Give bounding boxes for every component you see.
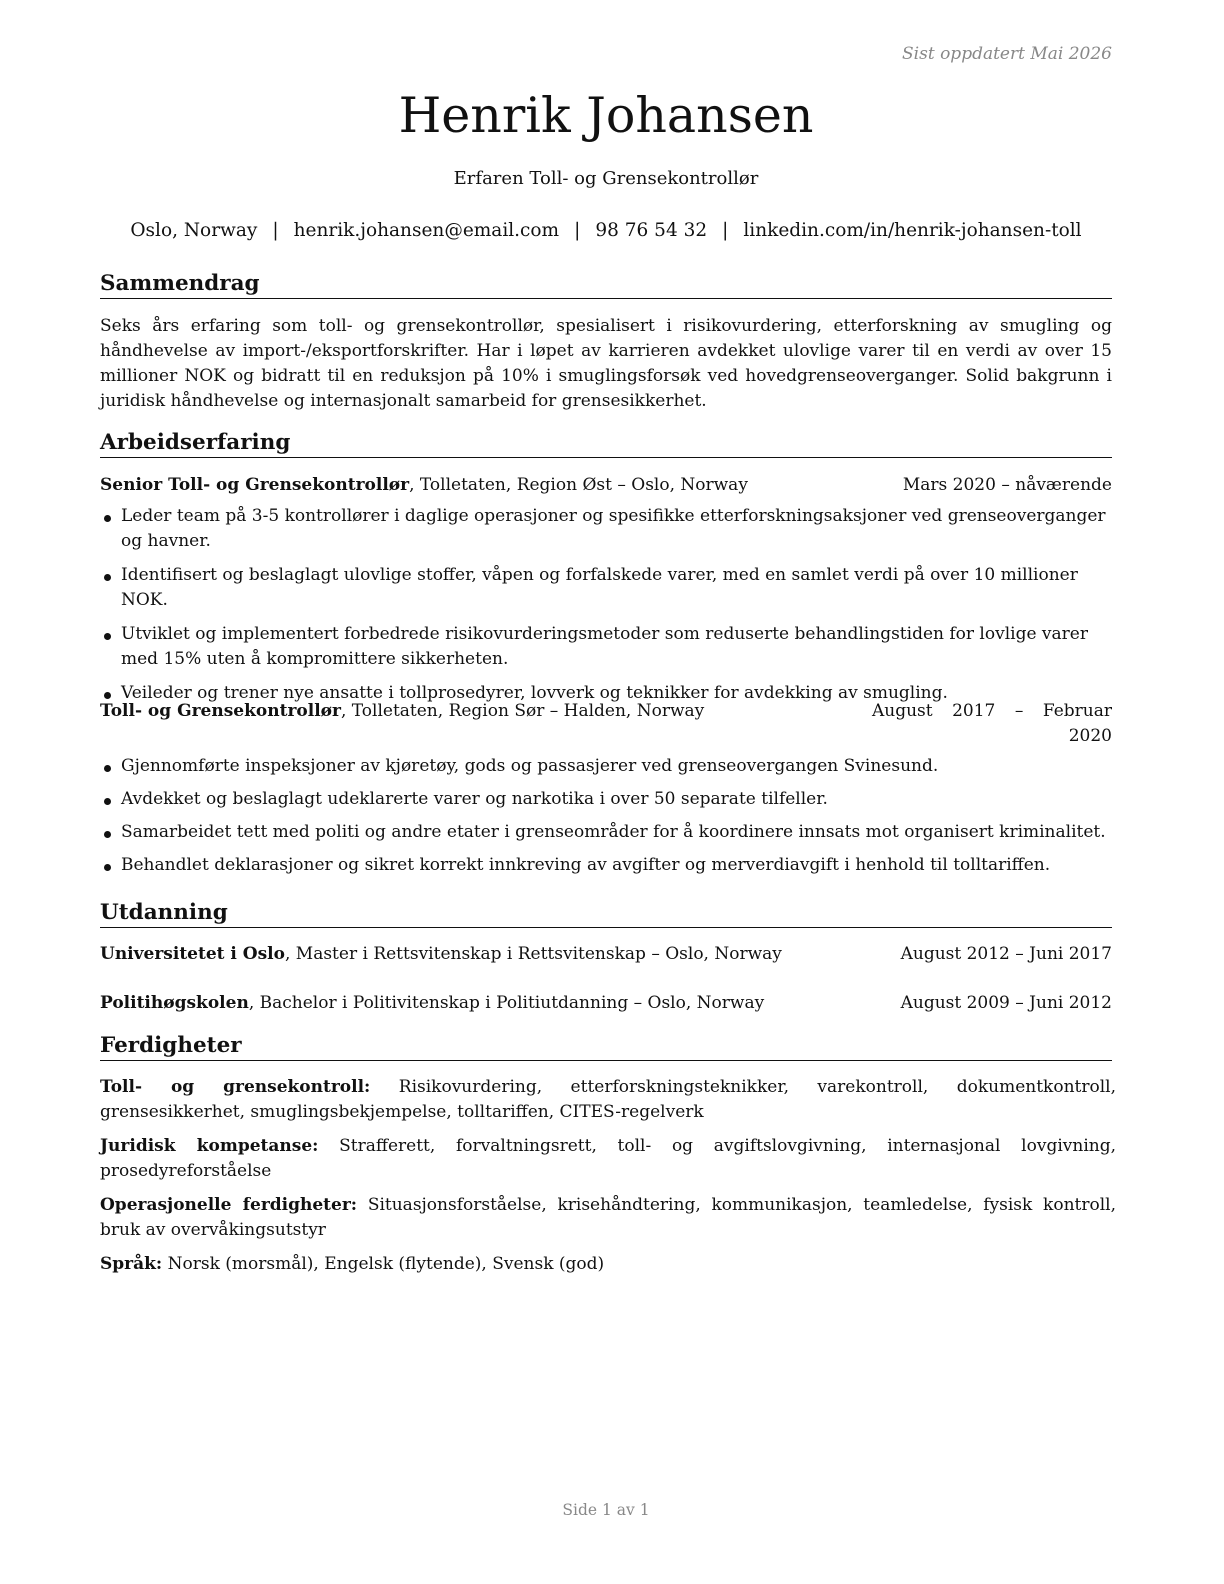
- skill-text: Risikovurdering, etterforskningsteknikker, varekontroll, dokumentkontroll, grensesikkerhet, smuglingsbekjempelse, tolltariffen, CITES-regelverk: [100, 1077, 1116, 1122]
- contact-linkedin[interactable]: linkedin.com/in/henrik-johansen-toll: [743, 220, 1082, 241]
- education-dates: August 2009 – Juni 2012: [900, 993, 1112, 1013]
- list-item: [100, 622, 1118, 672]
- skill-text: Situasjonsforståelse, krisehåndtering, kommunikasjon, teamledelse, fysisk kontroll, bruk av overvåkingsutstyr: [100, 1195, 1116, 1240]
- bullet-text: Leder team på 3-5 kontrollører i daglige operasjoner og spesifikke etterforskningsaksjoner ved grenseoverganger og havner.: [121, 506, 1106, 551]
- job-dates: August 2017 – Februar 2020: [872, 701, 1112, 746]
- education-school: Politihøgskolen: [100, 993, 249, 1013]
- bullet-text: Veileder og trener nye ansatte i tollprosedyrer, lovverk og teknikker for avdekking av smugling.: [121, 683, 948, 703]
- education-detail: , Bachelor i Politivitenskap i Politiutdanning – Oslo, Norway: [248, 993, 765, 1013]
- bullet-icon: [104, 574, 111, 581]
- list-item: [100, 787, 1118, 812]
- education-dates: August 2012 – Juni 2017: [900, 944, 1112, 964]
- bullet-text: Samarbeidet tett med politi og andre etater i grenseområder for å koordinere innsats mot organisert kriminalitet.: [121, 822, 1106, 842]
- list-item: [100, 853, 1118, 878]
- bullet-icon: [104, 798, 111, 805]
- bullet-icon: [104, 831, 111, 838]
- contact-separator: |: [722, 220, 729, 241]
- section-title-skills: Ferdigheter: [100, 1032, 1112, 1061]
- education-title-line: [100, 942, 782, 967]
- job-title-line: [100, 699, 704, 724]
- contact-separator: |: [574, 220, 581, 241]
- education-detail: , Master i Rettsvitenskap i Rettsvitenskap – Oslo, Norway: [284, 944, 782, 964]
- bullet-text: Utviklet og implementert forbedrede risikovurderingsmetoder som reduserte behandlingstiden for lovlige varer med 15% uten å kompromittere sikkerheten.: [121, 624, 1088, 669]
- candidate-name: Henrik Johansen: [398, 87, 814, 144]
- job-dates: Mars 2020 – nåværende: [902, 475, 1112, 495]
- job-bullet-list: [100, 754, 1118, 878]
- section-title-summary: Sammendrag: [100, 270, 1112, 299]
- skill-group: [100, 1134, 1116, 1184]
- candidate-headline: Erfaren Toll- og Grensekontrollør: [453, 168, 759, 189]
- section-title-experience: Arbeidserfaring: [100, 429, 1112, 458]
- contact-separator: |: [272, 220, 279, 241]
- summary-text: Seks års erfaring som toll- og grensekontrollør, spesialisert i risikovurdering, etterforskning av smugling og håndhevelse av import-/eksportforskrifter. Har i løpet av karrieren avdekket ulovlige varer til en verdi av over 15 millioner NOK og bidratt til en reduksjon på 10% i smuglingsforsøk ved hovedgrenseoverganger. Solid bakgrunn i juridisk håndhevelse og internasjonalt samarbeid for grensesikkerhet.: [100, 316, 1112, 411]
- education-school: Universitetet i Oslo: [100, 944, 285, 964]
- bullet-icon: [104, 765, 111, 772]
- bullet-text: Behandlet deklarasjoner og sikret korrekt innkreving av avgifter og merverdiavgift i henhold til tolltariffen.: [121, 855, 1051, 875]
- contact-line: [100, 219, 1112, 243]
- bullet-icon: [104, 692, 111, 699]
- job-title-line: [100, 473, 748, 498]
- skill-group: [100, 1075, 1116, 1125]
- bullet-icon: [104, 515, 111, 522]
- skill-text: Norsk (morsmål), Engelsk (flytende), Svensk (god): [162, 1254, 605, 1274]
- contact-email[interactable]: henrik.johansen@email.com: [293, 220, 560, 241]
- list-item: [100, 563, 1118, 613]
- bullet-icon: [104, 864, 111, 871]
- job-organization: , Tolletaten, Region Sør – Halden, Norway: [340, 701, 705, 721]
- job-bullet-list: [100, 504, 1118, 706]
- contact-location: Oslo, Norway: [130, 220, 258, 241]
- section-title-education: Utdanning: [100, 899, 1112, 928]
- contact-phone: 98 76 54 32: [595, 220, 708, 241]
- bullet-text: Avdekket og beslaglagt udeklarerte varer og narkotika i over 50 separate tilfeller.: [121, 789, 828, 809]
- skill-label: Juridisk kompetanse:: [100, 1136, 319, 1156]
- skill-group: [100, 1252, 1116, 1277]
- skill-text: Strafferett, forvaltningsrett, toll- og avgiftslovgivning, internasjonal lovgivning, prosedyreforståelse: [100, 1136, 1116, 1181]
- last-updated-note: Sist oppdatert Mai 2026: [902, 44, 1112, 64]
- skill-label: Toll- og grensekontroll:: [100, 1077, 371, 1097]
- bullet-text: Identifisert og beslaglagt ulovlige stoffer, våpen og forfalskede varer, med en samlet verdi på over 10 millioner NOK.: [121, 565, 1078, 610]
- bullet-icon: [104, 633, 111, 640]
- list-item: [100, 754, 1118, 779]
- job-role: Toll- og Grensekontrollør: [100, 701, 341, 721]
- skill-label: Operasjonelle ferdigheter:: [100, 1195, 358, 1215]
- job-role: Senior Toll- og Grensekontrollør: [100, 475, 410, 495]
- skill-group: [100, 1193, 1116, 1243]
- page-number: Side 1 av 1: [562, 1501, 650, 1519]
- list-item: [100, 820, 1118, 845]
- bullet-text: Gjennomførte inspeksjoner av kjøretøy, gods og passasjerer ved grenseovergangen Svinesund.: [121, 756, 939, 776]
- skill-label: Språk:: [100, 1254, 163, 1274]
- list-item: [100, 504, 1118, 554]
- education-title-line: [100, 991, 764, 1016]
- job-organization: , Tolletaten, Region Øst – Oslo, Norway: [409, 475, 748, 495]
- resume-page: [100, 0, 1116, 1584]
